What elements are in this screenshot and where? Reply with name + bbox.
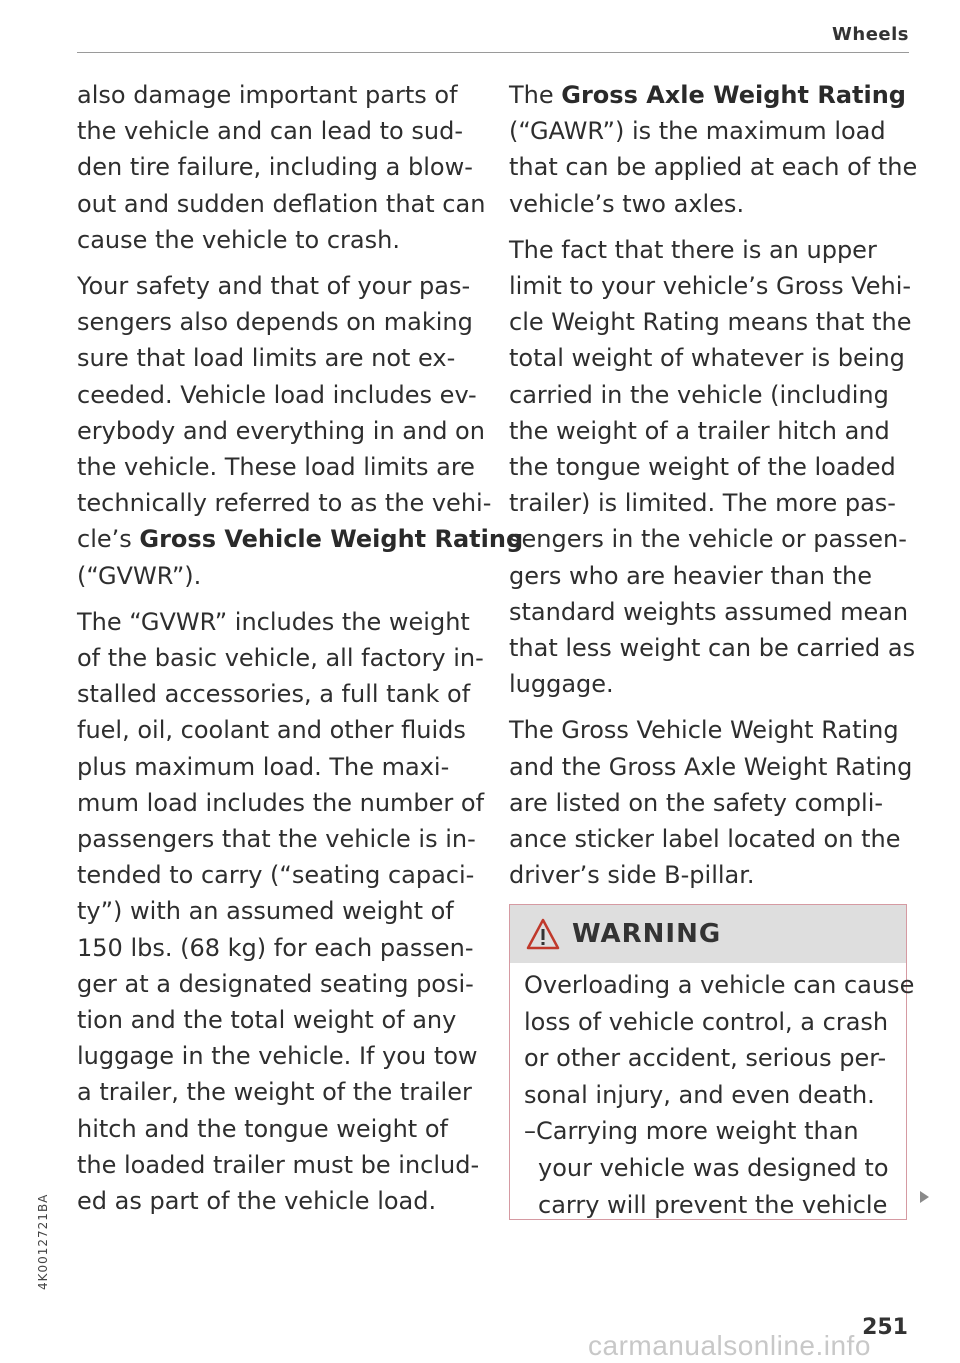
header-divider	[77, 52, 909, 53]
warning-body	[510, 963, 915, 1223]
text-line: fuel, oil, coolant and other fluids	[77, 716, 466, 745]
continue-arrow-icon	[920, 1191, 929, 1203]
text-line: limit to your vehicle’s Gross Vehi-	[509, 272, 912, 301]
warning-line: loss of vehicle control, a crash	[524, 1007, 889, 1036]
text-line: Your safety and that of your pas-	[77, 272, 471, 301]
text-line: a trailer, the weight of the trailer	[77, 1078, 472, 1107]
text-line: that less weight can be carried as	[509, 634, 916, 663]
left-column	[77, 77, 524, 1229]
text-line: ty”) with an assumed weight of	[77, 897, 454, 926]
warning-header	[510, 905, 906, 963]
text-line: carried in the vehicle (including	[509, 380, 889, 409]
text-line: driver’s side B-pillar.	[509, 861, 755, 890]
text-line: ger at a designated seating posi-	[77, 969, 474, 998]
page-number: 251	[862, 1315, 908, 1340]
text-line: cause the vehicle to crash.	[77, 225, 400, 254]
document-code: 4K0012721BA	[36, 1193, 50, 1290]
text-line: that can be applied at each of the	[509, 153, 918, 182]
text-line	[509, 77, 909, 113]
text-line: The fact that there is an upper	[509, 235, 877, 264]
text-line: also damage important parts of	[77, 81, 458, 109]
right-paragraph-3	[509, 712, 913, 893]
text-line: and the Gross Axle Weight Rating	[509, 752, 913, 781]
text-line: passengers that the vehicle is in-	[77, 825, 476, 854]
text-line: ceeded. Vehicle load includes ev-	[77, 380, 477, 409]
text-line: The “GVWR” includes the weight	[77, 607, 470, 636]
text-line: (“GAWR”) is the maximum load	[509, 117, 886, 146]
text-line: hitch and the tongue weight of	[77, 1114, 448, 1143]
text-line: plus maximum load. The maxi-	[77, 752, 450, 781]
text-line: the weight of a trailer hitch and	[509, 416, 890, 445]
text-line: sure that load limits are not ex-	[77, 344, 456, 373]
text-line: mum load includes the number of	[77, 788, 485, 817]
text-line: tended to carry (“seating capaci-	[77, 861, 475, 890]
section-title: Wheels	[832, 24, 909, 45]
gawr-term: Gross Axle Weight Rating	[561, 81, 906, 109]
text-line: standard weights assumed mean	[509, 597, 909, 626]
text-fragment: cle’s	[77, 525, 140, 554]
text-line: gers who are heavier than the	[509, 561, 872, 590]
text-line: luggage in the vehicle. If you tow	[77, 1042, 478, 1071]
text-line: luggage.	[509, 670, 614, 699]
text-line: the vehicle and can lead to sud-	[77, 117, 463, 146]
text-line: technically referred to as the vehi-	[77, 489, 492, 518]
text-line: ed as part of the vehicle load.	[77, 1187, 437, 1216]
warning-bullet-line: carry will prevent the vehicle	[538, 1190, 888, 1219]
text-line: the vehicle. These load limits are	[77, 453, 475, 482]
text-line: trailer) is limited. The more pas-	[509, 489, 896, 518]
text-line: vehicle’s two axles.	[509, 189, 745, 218]
text-line: erybody and everything in and on	[77, 416, 485, 445]
text-line: sengers also depends on making	[77, 308, 473, 337]
warning-line: Overloading a vehicle can cause	[524, 971, 915, 999]
warning-bullet-line: –Carrying more weight than	[524, 1117, 859, 1146]
text-line	[77, 521, 524, 557]
warning-triangle-icon	[526, 918, 560, 950]
text-line: total weight of whatever is being	[509, 344, 905, 373]
text-line: The Gross Vehicle Weight Rating	[509, 716, 899, 745]
text-line: stalled accessories, a full tank of	[77, 680, 471, 709]
text-line: den tire failure, including a blow-	[77, 153, 473, 182]
warning-line: sonal injury, and even death.	[524, 1080, 875, 1109]
text-line: 150 lbs. (68 kg) for each passen-	[77, 933, 474, 962]
text-fragment: The	[509, 81, 562, 109]
text-line: of the basic vehicle, all factory in-	[77, 644, 484, 673]
warning-title: WARNING	[572, 919, 722, 949]
right-paragraph-2	[509, 232, 916, 703]
text-line: are listed on the safety compli-	[509, 788, 884, 817]
left-paragraph-2	[77, 268, 524, 594]
watermark: carmanualsonline.info	[588, 1330, 871, 1361]
text-line: out and sudden deflation that can	[77, 189, 486, 218]
left-paragraph-1	[77, 77, 486, 258]
right-column	[509, 77, 918, 903]
left-paragraph-3	[77, 604, 485, 1219]
text-line: the loaded trailer must be includ-	[77, 1150, 480, 1179]
text-line: tion and the total weight of any	[77, 1006, 457, 1035]
text-line: cle Weight Rating means that the	[509, 308, 912, 337]
text-line: (“GVWR”).	[77, 561, 202, 590]
text-line: sengers in the vehicle or passen-	[509, 525, 907, 554]
gvwr-term: Gross Vehicle Weight Rating	[139, 525, 524, 554]
right-paragraph-1	[509, 77, 918, 222]
text-line: ance sticker label located on the	[509, 825, 901, 854]
warning-line: or other accident, serious per-	[524, 1044, 887, 1073]
warning-box	[509, 904, 915, 1220]
text-line: the tongue weight of the loaded	[509, 453, 896, 482]
warning-bullet-line: your vehicle was designed to	[538, 1153, 889, 1182]
